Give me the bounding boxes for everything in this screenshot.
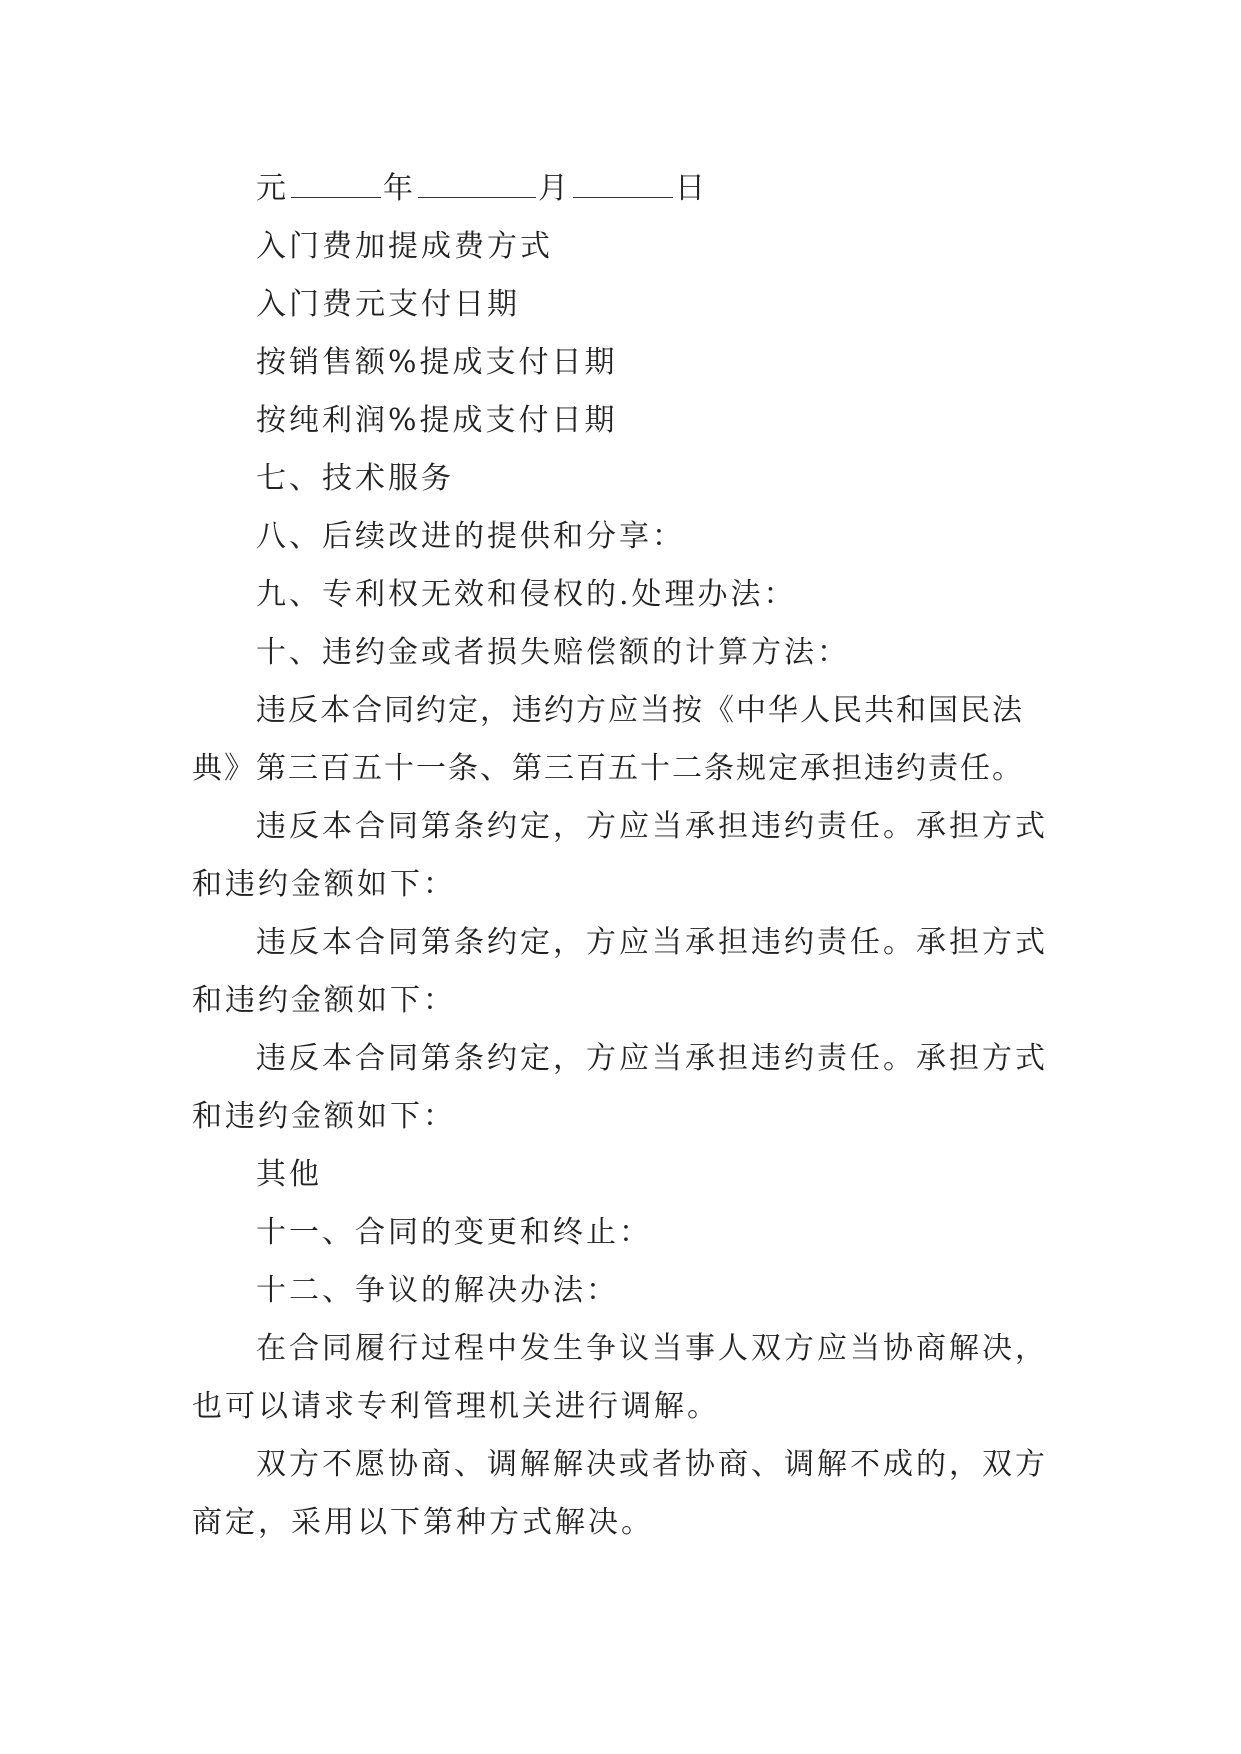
- section-heading: 十、违约金或者损失赔偿额的计算方法：: [256, 635, 850, 670]
- section-heading: 七、技术服务: [256, 461, 454, 496]
- date-nian: 年: [383, 171, 416, 206]
- date-yue: 月: [538, 171, 571, 206]
- document-body: [192, 160, 1062, 1552]
- paragraph: 其他: [256, 1157, 322, 1192]
- date-line: [192, 160, 1062, 218]
- paragraph: 双方不愿协商、调解解决或者协商、调解不成的，双方商定，采用以下第种方式解决。: [192, 1447, 1048, 1540]
- blank-year: [291, 171, 381, 198]
- blank-day: [573, 171, 673, 198]
- blank-month: [418, 171, 536, 198]
- section-heading: 十二、争议的解决办法：: [256, 1273, 619, 1308]
- section-heading: 十一、合同的变更和终止：: [256, 1215, 652, 1250]
- section-heading: 八、后续改进的提供和分享：: [256, 519, 685, 554]
- paragraph: 违反本合同第条约定，方应当承担违约责任。承担方式和违约金额如下：: [192, 809, 1048, 902]
- paragraph: 按销售额%提成支付日期: [256, 345, 618, 380]
- section-heading: 九、专利权无效和侵权的.处理办法：: [256, 577, 797, 612]
- paragraph: 在合同履行过程中发生争议当事人双方应当协商解决，也可以请求专利管理机关进行调解。: [192, 1331, 1048, 1424]
- paragraph: 入门费加提成费方式: [256, 229, 553, 264]
- paragraph: 违反本合同约定，违约方应当按《中华人民共和国民法典》第三百五十一条、第三百五十二条规定承担违约责任。: [192, 693, 1024, 786]
- date-yuan: 元: [256, 171, 289, 206]
- date-ri: 日: [675, 171, 708, 206]
- paragraph: 违反本合同第条约定，方应当承担违约责任。承担方式和违约金额如下：: [192, 925, 1048, 1018]
- paragraph: 入门费元支付日期: [256, 287, 520, 322]
- paragraph: 违反本合同第条约定，方应当承担违约责任。承担方式和违约金额如下：: [192, 1041, 1048, 1134]
- paragraph: 按纯利润%提成支付日期: [256, 403, 618, 438]
